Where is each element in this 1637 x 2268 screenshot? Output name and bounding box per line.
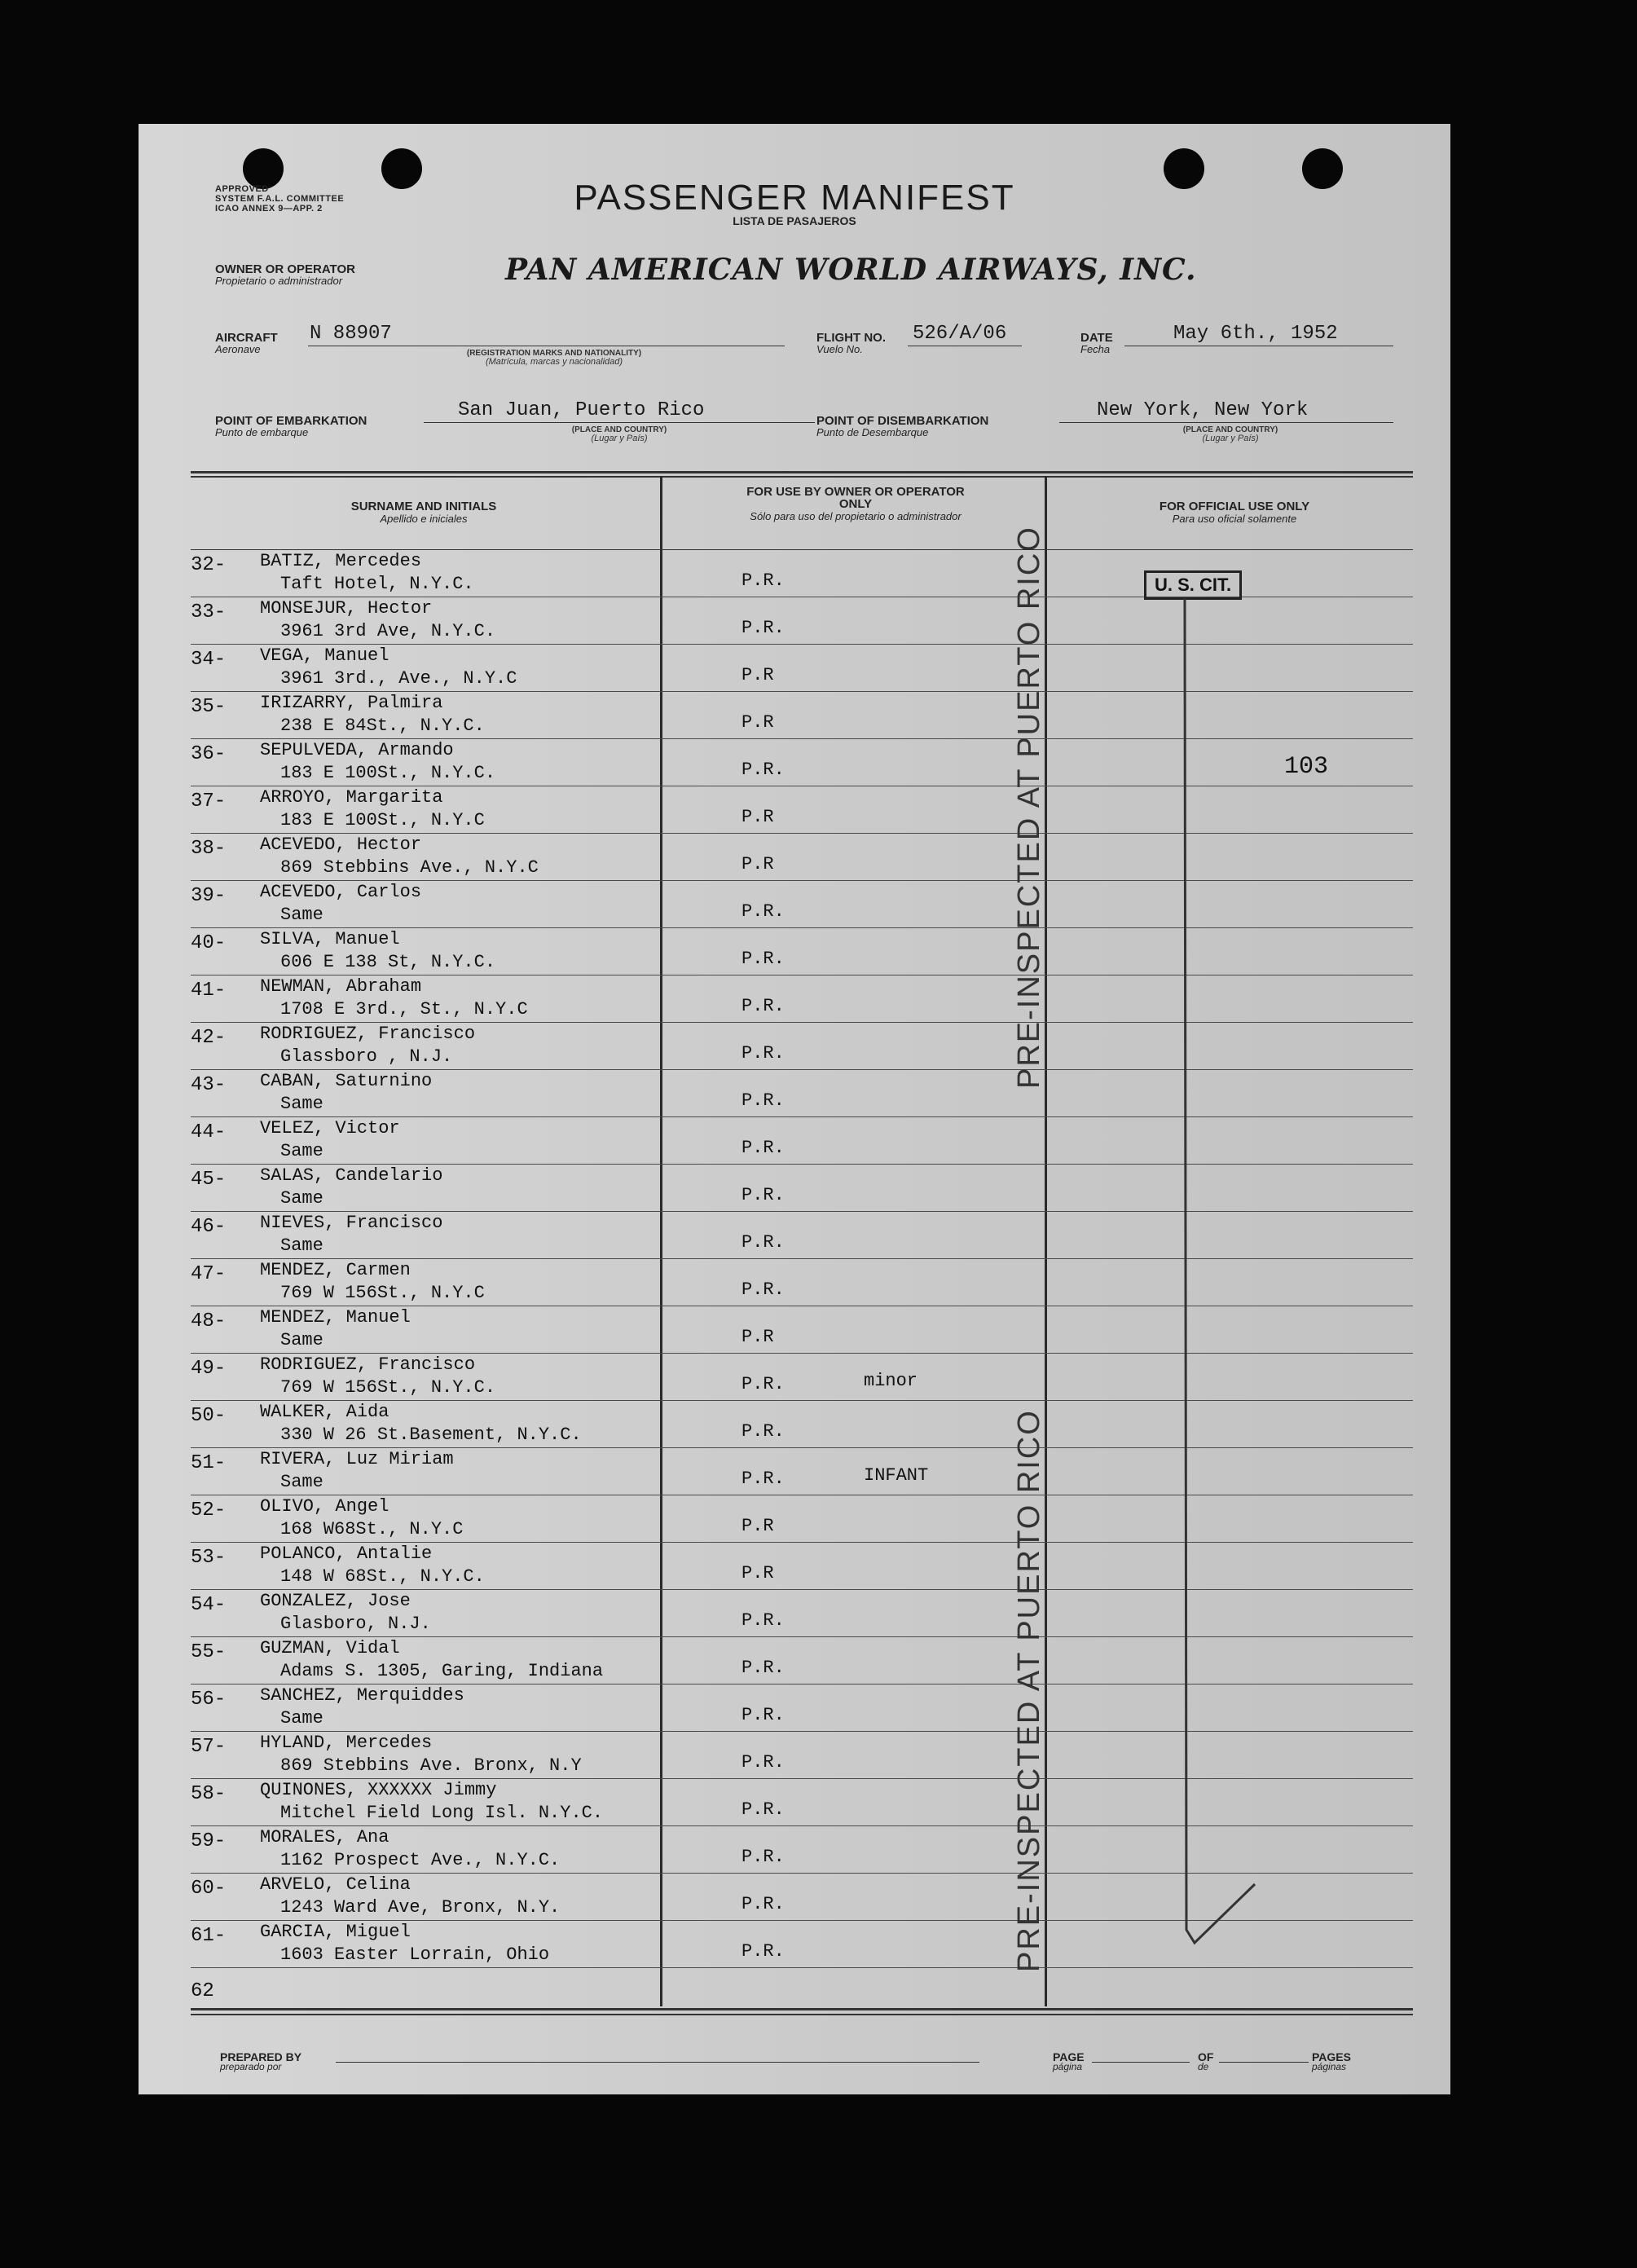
- table-bottom-rule: [191, 2014, 1413, 2015]
- header-rule: [191, 549, 1413, 550]
- row-number: 36-: [191, 743, 227, 765]
- origin-code: P.R.: [741, 1894, 785, 1914]
- passenger-address: Glassboro , N.J.: [280, 1046, 453, 1067]
- passenger-name: MENDEZ, Carmen: [260, 1260, 411, 1280]
- of-label: [1198, 2052, 1213, 2072]
- aircraft-label-en: AIRCRAFT: [215, 331, 278, 345]
- airline-name: PAN AMERICAN WORLD AIRWAYS, INC.: [505, 253, 1197, 287]
- row-number: 48-: [191, 1310, 227, 1332]
- prepared-by-es: preparado por: [220, 2061, 282, 2072]
- column-header-official-es: Para uso oficial solamente: [1172, 513, 1297, 525]
- registration-note-en: (REGISTRATION MARKS AND NATIONALITY): [466, 349, 642, 358]
- of-es: de: [1198, 2061, 1209, 2072]
- passenger-name: MORALES, Ana: [260, 1827, 389, 1847]
- embarkation-label: [215, 416, 367, 438]
- origin-code: P.R.: [741, 570, 785, 591]
- row-number: 49-: [191, 1358, 227, 1380]
- row-number: 61-: [191, 1925, 227, 1947]
- passenger-address: Adams S. 1305, Garing, Indiana: [280, 1661, 604, 1681]
- page-es: página: [1053, 2061, 1083, 2072]
- flight-date: May 6th., 1952: [1173, 323, 1338, 345]
- approval-line: ICAO ANNEX 9—APP. 2: [215, 204, 323, 214]
- passenger-name: SEPULVEDA, Armando: [260, 740, 454, 760]
- prepared-by-en: PREPARED BY: [220, 2050, 302, 2063]
- registration-note: [424, 349, 684, 367]
- origin-code: P.R.: [741, 1752, 785, 1773]
- passenger-address: Same: [280, 1472, 323, 1492]
- aircraft-number: N 88907: [310, 323, 392, 345]
- disembark-place-note: [1141, 425, 1320, 443]
- passenger-name: WALKER, Aida: [260, 1402, 389, 1422]
- passenger-address: 330 W 26 St.Basement, N.Y.C.: [280, 1425, 582, 1445]
- passenger-address: 769 W 156St., N.Y.C: [280, 1283, 485, 1303]
- passenger-name: GONZALEZ, Jose: [260, 1591, 411, 1611]
- embarkation-label-es: Punto de embarque: [215, 426, 309, 438]
- row-number: 62: [191, 1980, 214, 2002]
- origin-code: P.R.: [741, 1847, 785, 1867]
- origin-code: P.R.: [741, 1705, 785, 1725]
- origin-code: P.R.: [741, 1043, 785, 1064]
- passenger-name: RODRIGUEZ, Francisco: [260, 1024, 476, 1044]
- passenger-address: 238 E 84St., N.Y.C.: [280, 716, 485, 736]
- row-number: 58-: [191, 1783, 227, 1805]
- origin-code: P.R.: [741, 1374, 785, 1394]
- flight-number: 526/A/06: [913, 323, 1007, 345]
- row-number: 42-: [191, 1027, 227, 1049]
- place-note-es: (Lugar y País): [591, 434, 648, 443]
- passenger-address: Same: [280, 1141, 323, 1161]
- field-underline: [336, 2062, 979, 2063]
- origin-code: P.R.: [741, 1279, 785, 1300]
- passenger-address: 3961 3rd., Ave., N.Y.C: [280, 668, 517, 689]
- passenger-address: Same: [280, 905, 323, 925]
- origin-code: P.R.: [741, 1469, 785, 1489]
- row-number: 33-: [191, 601, 227, 623]
- passenger-address: 168 W68St., N.Y.C: [280, 1519, 464, 1539]
- place-note-es: (Lugar y País): [1202, 434, 1259, 443]
- row-number: 32-: [191, 554, 227, 576]
- approval-line: APPROVED: [215, 184, 269, 194]
- registration-note-es: (Matrícula, marcas y nacionalidad): [485, 357, 623, 367]
- column-header-owner-es: Sólo para uso del propietario o administrador: [750, 510, 962, 522]
- passenger-name: MENDEZ, Manuel: [260, 1307, 411, 1328]
- passenger-address: 869 Stebbins Ave. Bronx, N.Y: [280, 1755, 582, 1776]
- passenger-name: RIVERA, Luz Miriam: [260, 1449, 454, 1469]
- row-number: 43-: [191, 1074, 227, 1096]
- preinspected-stamp: PRE-INSPECTED AT PUERTO RICO: [1012, 526, 1046, 1089]
- us-citizen-stamp: U. S. CIT.: [1144, 570, 1242, 600]
- field-underline: [1092, 2062, 1190, 2063]
- column-header-owner-en: FOR USE BY OWNER OR OPERATOR ONLY: [746, 485, 965, 511]
- row-rule: [191, 1967, 1413, 1968]
- embark-place-note: [530, 425, 709, 443]
- flight-label: [816, 332, 886, 355]
- passenger-address: 1162 Prospect Ave., N.Y.C.: [280, 1850, 561, 1870]
- origin-code: P.R.: [741, 949, 785, 969]
- origin-code: P.R.: [741, 901, 785, 922]
- passenger-name: HYLAND, Mercedes: [260, 1733, 433, 1753]
- row-number: 54-: [191, 1594, 227, 1616]
- passenger-name: VELEZ, Victor: [260, 1118, 400, 1138]
- passenger-address: 606 E 138 St, N.Y.C.: [280, 952, 496, 972]
- passenger-name: CABAN, Saturnino: [260, 1071, 433, 1091]
- row-number: 39-: [191, 885, 227, 907]
- flight-label-es: Vuelo No.: [816, 343, 863, 355]
- row-number: 56-: [191, 1689, 227, 1711]
- passenger-name: ACEVEDO, Hector: [260, 835, 422, 855]
- origin-code: P.R.: [741, 1138, 785, 1158]
- row-number: 50-: [191, 1405, 227, 1427]
- row-number: 44-: [191, 1121, 227, 1143]
- passenger-name: QUINONES, XXXXXX Jimmy: [260, 1780, 497, 1800]
- owner-label: [215, 264, 355, 287]
- passenger-address: 183 E 100St., N.Y.C.: [280, 763, 496, 783]
- row-number: 37-: [191, 790, 227, 813]
- passenger-name: ACEVEDO, Carlos: [260, 882, 422, 902]
- origin-code: P.R.: [741, 1658, 785, 1678]
- page-en: PAGE: [1053, 2050, 1085, 2063]
- page-label: [1053, 2052, 1085, 2072]
- passenger-name: GUZMAN, Vidal: [260, 1638, 400, 1658]
- row-number: 55-: [191, 1641, 227, 1663]
- manifest-sheet: [139, 124, 1450, 2094]
- passenger-name: NEWMAN, Abraham: [260, 976, 422, 997]
- origin-code: P.R.: [741, 1185, 785, 1205]
- page-subtitle: LISTA DE PASAJEROS: [733, 214, 856, 227]
- field-underline: [424, 422, 815, 423]
- page-title: PASSENGER MANIFEST: [574, 178, 1015, 218]
- row-number: 45-: [191, 1169, 227, 1191]
- column-header-official: [1092, 500, 1377, 525]
- row-number: 38-: [191, 838, 227, 860]
- of-en: OF: [1198, 2050, 1214, 2063]
- passenger-name: POLANCO, Antalie: [260, 1544, 433, 1564]
- origin-code: P.R.: [741, 996, 785, 1016]
- origin-code: P.R: [741, 1516, 774, 1536]
- passenger-name: BATIZ, Mercedes: [260, 551, 422, 571]
- passenger-address: Same: [280, 1235, 323, 1256]
- origin-code: P.R.: [741, 760, 785, 780]
- origin-code: P.R: [741, 807, 774, 827]
- aircraft-label: [215, 332, 278, 355]
- origin-code: P.R: [741, 854, 774, 874]
- row-number: 52-: [191, 1500, 227, 1522]
- origin-code: P.R.: [741, 1090, 785, 1111]
- field-underline: [1059, 422, 1393, 423]
- passenger-name: MONSEJUR, Hector: [260, 598, 433, 619]
- disembarkation-point: New York, New York: [1097, 399, 1309, 421]
- passenger-address: 148 W 68St., N.Y.C.: [280, 1566, 485, 1587]
- aircraft-label-es: Aeronave: [215, 343, 261, 355]
- origin-code: P.R.: [741, 618, 785, 638]
- approval-line: SYSTEM F.A.L. COMMITTEE: [215, 194, 345, 204]
- passenger-address: Same: [280, 1708, 323, 1729]
- disembarkation-label-en: POINT OF DISEMBARKATION: [816, 414, 989, 428]
- origin-code: P.R: [741, 712, 774, 733]
- origin-code: P.R.: [741, 1799, 785, 1820]
- passenger-name: VEGA, Manuel: [260, 645, 389, 666]
- passenger-name: SILVA, Manuel: [260, 929, 400, 949]
- passenger-name: RODRIGUEZ, Francisco: [260, 1354, 476, 1375]
- passenger-address: Same: [280, 1330, 323, 1350]
- passenger-name: IRIZARRY, Palmira: [260, 693, 443, 713]
- passenger-name: SALAS, Candelario: [260, 1165, 443, 1186]
- pages-es: páginas: [1312, 2061, 1347, 2072]
- passenger-address: 869 Stebbins Ave., N.Y.C: [280, 857, 539, 878]
- passenger-note: minor: [864, 1371, 918, 1391]
- passenger-name: OLIVO, Angel: [260, 1496, 389, 1517]
- passenger-name: ARVELO, Celina: [260, 1874, 411, 1895]
- column-header-official-en: FOR OFFICIAL USE ONLY: [1159, 500, 1310, 513]
- row-number: 51-: [191, 1452, 227, 1474]
- passenger-name: ARROYO, Margarita: [260, 787, 443, 808]
- table-top-rule: [191, 476, 1413, 478]
- passenger-address: Same: [280, 1188, 323, 1209]
- row-number: 35-: [191, 696, 227, 718]
- pages-en: PAGES: [1312, 2050, 1351, 2063]
- passenger-address: 1603 Easter Lorrain, Ohio: [280, 1944, 550, 1965]
- passenger-address: 1708 E 3rd., St., N.Y.C: [280, 999, 528, 1019]
- origin-code: P.R: [741, 665, 774, 685]
- origin-code: P.R.: [741, 1232, 785, 1253]
- row-number: 47-: [191, 1263, 227, 1285]
- row-number: 59-: [191, 1830, 227, 1852]
- last-row: [191, 1977, 1413, 2024]
- passenger-address: 1243 Ward Ave, Bronx, N.Y.: [280, 1897, 561, 1918]
- pages-label: [1312, 2052, 1351, 2072]
- passenger-address: 769 W 156St., N.Y.C.: [280, 1377, 496, 1398]
- row-number: 60-: [191, 1878, 227, 1900]
- table-bottom-rule: [191, 2008, 1413, 2010]
- passenger-note: INFANT: [864, 1465, 929, 1486]
- column-header-name: [220, 500, 627, 525]
- preinspected-stamp: PRE-INSPECTED AT PUERTO RICO: [1012, 1409, 1046, 1972]
- place-note-en: (PLACE AND COUNTRY): [1182, 425, 1278, 434]
- column-header-owner: [741, 486, 970, 522]
- column-header-name-en: SURNAME AND INITIALS: [350, 500, 497, 513]
- row-number: 57-: [191, 1736, 227, 1758]
- disembarkation-label-es: Punto de Desembarque: [816, 426, 929, 438]
- row-number: 53-: [191, 1547, 227, 1569]
- date-label: [1080, 332, 1113, 355]
- row-number: 40-: [191, 932, 227, 954]
- origin-code: P.R.: [741, 1941, 785, 1962]
- row-number: 41-: [191, 980, 227, 1002]
- origin-code: P.R.: [741, 1610, 785, 1631]
- passenger-name: SANCHEZ, Merquiddes: [260, 1685, 464, 1706]
- embarkation-point: San Juan, Puerto Rico: [458, 399, 705, 421]
- owner-label-en: OWNER OR OPERATOR: [215, 262, 355, 276]
- origin-code: P.R: [741, 1327, 774, 1347]
- passenger-name: GARCIA, Miguel: [260, 1922, 411, 1942]
- table-top-rule: [191, 471, 1413, 473]
- row-number: 34-: [191, 649, 227, 671]
- passenger-address: 183 E 100St., N.Y.C: [280, 810, 485, 830]
- owner-label-es: Propietario o administrador: [215, 275, 343, 287]
- origin-code: P.R: [741, 1563, 774, 1583]
- disembarkation-label: [816, 416, 988, 438]
- row-number: 46-: [191, 1216, 227, 1238]
- prepared-by-label: [220, 2052, 301, 2072]
- passenger-address: Mitchel Field Long Isl. N.Y.C.: [280, 1803, 604, 1823]
- date-label-en: DATE: [1080, 331, 1113, 345]
- embarkation-label-en: POINT OF EMBARKATION: [215, 414, 367, 428]
- place-note-en: (PLACE AND COUNTRY): [571, 425, 667, 434]
- flight-label-en: FLIGHT NO.: [816, 331, 886, 345]
- passenger-name: NIEVES, Francisco: [260, 1213, 443, 1233]
- date-label-es: Fecha: [1080, 343, 1111, 355]
- origin-code: P.R.: [741, 1421, 785, 1442]
- passenger-address: Same: [280, 1094, 323, 1114]
- passenger-address: 3961 3rd Ave, N.Y.C.: [280, 621, 496, 641]
- column-header-name-es: Apellido e iniciales: [380, 513, 468, 525]
- field-underline: [1219, 2062, 1309, 2063]
- passenger-address: Taft Hotel, N.Y.C.: [280, 574, 474, 594]
- check-mark: [1173, 593, 1271, 1946]
- count-stamp: 103: [1284, 753, 1329, 781]
- passenger-address: Glasboro, N.J.: [280, 1614, 431, 1634]
